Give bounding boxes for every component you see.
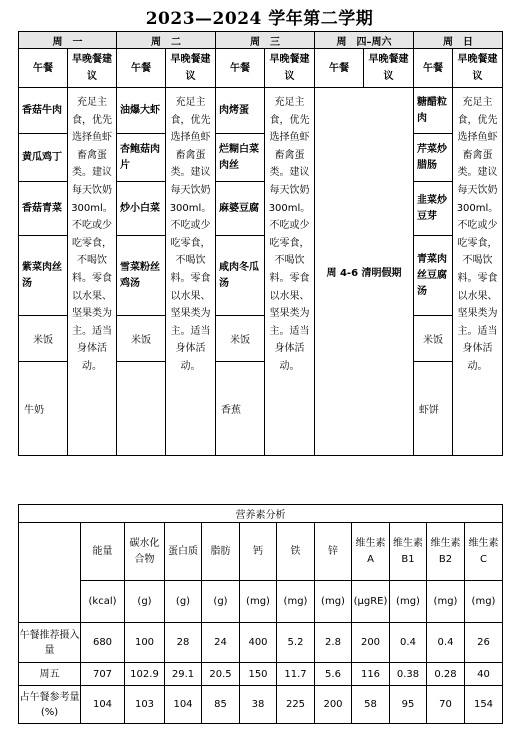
dish-tue-3: 炒小白菜	[117, 182, 166, 236]
dish-wed-5: 米饭	[216, 316, 265, 362]
day-header-wed: 周 三	[216, 32, 315, 49]
unit-cell: (kcal)	[81, 581, 125, 623]
unit-cell: (g)	[125, 581, 165, 623]
value-cell: 116	[352, 663, 390, 686]
nutrient-header: 碳水化合物	[125, 523, 165, 581]
value-cell: 5.2	[277, 623, 315, 663]
value-cell: 95	[390, 686, 427, 724]
dish-sun-2: 芹菜炒腊肠	[414, 134, 453, 182]
empty-cell	[117, 362, 166, 456]
dish-mon-4: 紫菜肉丝汤	[19, 236, 68, 316]
nutrient-header: 维生素 B2	[427, 523, 465, 581]
advice-tue: 充足主食，优先选择鱼虾畜禽蛋类。建议每天饮奶300ml。不吃或少吃零食，不喝饮料。零食以水果、坚果类为主。适当身体活动。	[166, 88, 216, 456]
unit-cell: (mg)	[390, 581, 427, 623]
value-cell: 225	[277, 686, 315, 724]
lunch-header: 午餐	[216, 49, 265, 88]
value-cell: 20.5	[202, 663, 240, 686]
advice-header: 早晚餐建议	[68, 49, 117, 88]
dish-sun-3: 韭菜炒豆芽	[414, 182, 453, 236]
dish-tue-4: 雪菜粉丝鸡汤	[117, 236, 166, 316]
nutrient-header: 维生素 B1	[390, 523, 427, 581]
nutrient-header: 维生素 A	[352, 523, 390, 581]
value-cell: 103	[125, 686, 165, 724]
row-label: 午餐推荐摄入量	[19, 623, 81, 663]
nutrient-header: 维生素 C	[465, 523, 503, 581]
value-cell: 0.28	[427, 663, 465, 686]
dish-tue-1: 油爆大虾	[117, 88, 166, 134]
value-cell: 680	[81, 623, 125, 663]
dish-sun-5: 米饭	[414, 316, 453, 362]
holiday-notice: 周 4-6 清明假期	[315, 88, 414, 456]
dish-sun-1: 糖醋粒肉	[414, 88, 453, 134]
value-cell: 29.1	[165, 663, 202, 686]
value-cell: 26	[465, 623, 503, 663]
day-header-mon: 周 一	[19, 32, 117, 49]
advice-wed: 充足主食，优先选择鱼虾畜禽蛋类。建议每天饮奶300ml。不吃或少吃零食，不喝饮料。零食以水果、坚果类为主。适当身体活动。	[265, 88, 315, 456]
lunch-header: 午餐	[315, 49, 364, 88]
unit-cell: (mg)	[465, 581, 503, 623]
value-cell: 70	[427, 686, 465, 724]
unit-cell: (mg)	[240, 581, 277, 623]
value-cell: 104	[165, 686, 202, 724]
value-cell: 0.4	[427, 623, 465, 663]
dish-wed-4: 咸肉冬瓜汤	[216, 236, 265, 316]
lunch-header: 午餐	[414, 49, 453, 88]
value-cell: 85	[202, 686, 240, 724]
nutrient-header: 铁	[277, 523, 315, 581]
value-cell: 40	[465, 663, 503, 686]
dish-mon-5: 米饭	[19, 316, 68, 362]
dish-mon-1: 香菇牛肉	[19, 88, 68, 134]
value-cell: 28	[165, 623, 202, 663]
row-label: 占午餐参考量(%)	[19, 686, 81, 724]
page-title: 2023—2024 学年第二学期	[145, 9, 374, 29]
value-cell: 5.6	[315, 663, 352, 686]
value-cell: 707	[81, 663, 125, 686]
value-cell: 11.7	[277, 663, 315, 686]
value-cell: 154	[465, 686, 503, 724]
lunch-header: 午餐	[19, 49, 68, 88]
dish-mon-2: 黄瓜鸡丁	[19, 134, 68, 182]
empty-corner-cell	[19, 523, 81, 623]
value-cell: 200	[315, 686, 352, 724]
dish-wed-1: 肉烤蛋	[216, 88, 265, 134]
row-label: 周五	[19, 663, 81, 686]
advice-sun: 充足主食，优先选择鱼虾畜禽蛋类。建议每天饮奶300ml。不吃或少吃零食，不喝饮料。零食以水果、坚果类为主。适当身体活动。	[453, 88, 503, 456]
value-cell: 102.9	[125, 663, 165, 686]
advice-mon: 充足主食，优先选择鱼虾畜禽蛋类。建议每天饮奶300ml。不吃或少吃零食，不喝饮料。零食以水果、坚果类为主。适当身体活动。	[68, 88, 117, 456]
day-header-sun: 周 日	[414, 32, 503, 49]
unit-cell: (mg)	[277, 581, 315, 623]
value-cell: 200	[352, 623, 390, 663]
dish-wed-3: 麻婆豆腐	[216, 182, 265, 236]
nutrition-table	[18, 504, 503, 724]
value-cell: 24	[202, 623, 240, 663]
dish-sun-6: 虾饼	[414, 362, 453, 456]
unit-cell: (mg)	[427, 581, 465, 623]
lunch-header: 午餐	[117, 49, 166, 88]
dish-wed-2: 烂糊白菜肉丝	[216, 134, 265, 182]
dish-tue-2: 杏鲍菇肉片	[117, 134, 166, 182]
value-cell: 400	[240, 623, 277, 663]
value-cell: 2.8	[315, 623, 352, 663]
weekly-menu-table	[18, 31, 503, 456]
advice-header: 早晚餐建议	[265, 49, 315, 88]
unit-cell: (μgRE)	[352, 581, 390, 623]
nutrient-header: 钙	[240, 523, 277, 581]
dish-tue-5: 米饭	[117, 316, 166, 362]
value-cell: 0.4	[390, 623, 427, 663]
value-cell: 100	[125, 623, 165, 663]
nutrient-header: 蛋白质	[165, 523, 202, 581]
dish-sun-4: 青菜肉丝豆腐汤	[414, 236, 453, 316]
value-cell: 58	[352, 686, 390, 724]
advice-header: 早晚餐建议	[166, 49, 216, 88]
value-cell: 0.38	[390, 663, 427, 686]
nutrient-header: 脂肪	[202, 523, 240, 581]
unit-cell: (g)	[202, 581, 240, 623]
nutrition-title: 营养素分析	[19, 505, 503, 523]
dish-wed-6: 香蕉	[216, 362, 265, 456]
dish-mon-6: 牛奶	[19, 362, 68, 456]
unit-cell: (mg)	[315, 581, 352, 623]
nutrient-header: 锌	[315, 523, 352, 581]
value-cell: 38	[240, 686, 277, 724]
unit-cell: (g)	[165, 581, 202, 623]
day-header-tue: 周 二	[117, 32, 216, 49]
advice-header: 早晚餐建议	[453, 49, 503, 88]
advice-header: 早晚餐建议	[364, 49, 414, 88]
value-cell: 104	[81, 686, 125, 724]
dish-mon-3: 香菇青菜	[19, 182, 68, 236]
value-cell: 150	[240, 663, 277, 686]
nutrient-header: 能量	[81, 523, 125, 581]
day-header-thu-sat: 周 四–周六	[315, 32, 414, 49]
